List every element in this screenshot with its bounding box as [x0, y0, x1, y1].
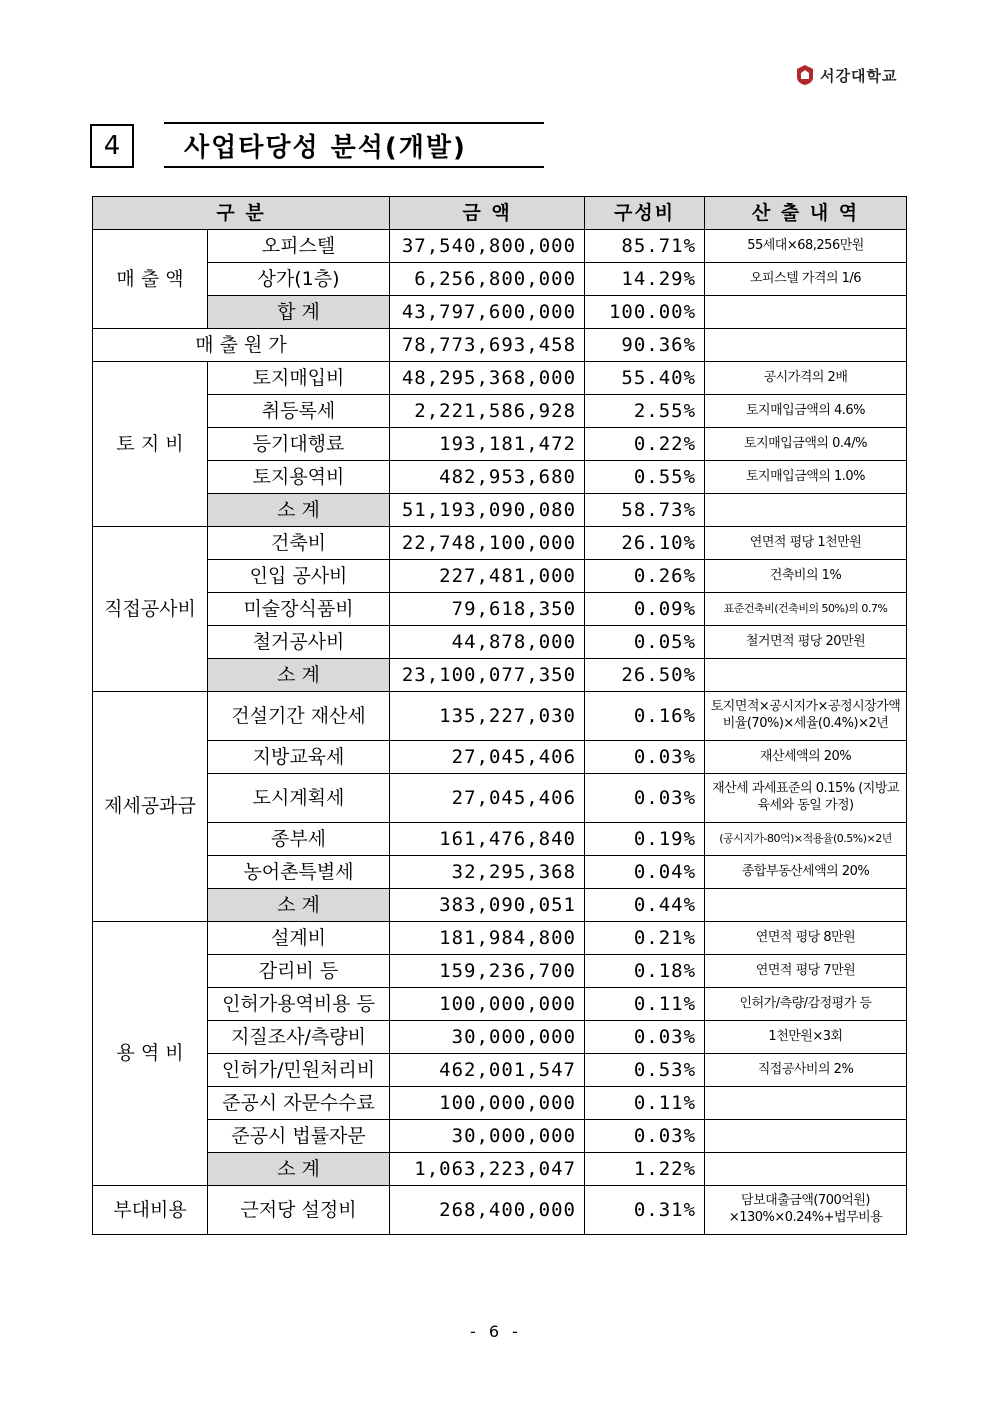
row-ratio: 0.53% — [585, 1054, 705, 1087]
table-row-subtotal — [93, 1153, 907, 1186]
table-row — [93, 461, 907, 494]
row-note: 인허가/측량/감정평가 등 — [705, 988, 907, 1021]
row-amount: 193,181,472 — [390, 428, 585, 461]
row-amount: 227,481,000 — [390, 560, 585, 593]
row-ratio: 0.03% — [585, 741, 705, 774]
header-calculation: 산 출 내 역 — [705, 197, 907, 230]
row-ratio: 0.18% — [585, 955, 705, 988]
table-row — [93, 692, 907, 741]
row-item: 종부세 — [208, 823, 390, 856]
row-amount: 22,748,100,000 — [390, 527, 585, 560]
row-amount: 482,953,680 — [390, 461, 585, 494]
table-row — [93, 774, 907, 823]
row-item: 토지매입비 — [208, 362, 390, 395]
row-amount: 161,476,840 — [390, 823, 585, 856]
row-ratio: 1.22% — [585, 1153, 705, 1186]
row-note: 토지매입금액의 0.4/% — [705, 428, 907, 461]
row-item: 인허가용역비용 등 — [208, 988, 390, 1021]
row-ratio: 0.19% — [585, 823, 705, 856]
row-note — [705, 494, 907, 527]
header-ratio: 구성비 — [585, 197, 705, 230]
row-ratio: 26.50% — [585, 659, 705, 692]
row-amount: 100,000,000 — [390, 1087, 585, 1120]
group-label-taxes: 제세공과금 — [93, 692, 208, 922]
row-ratio: 0.09% — [585, 593, 705, 626]
row-note — [705, 1087, 907, 1120]
row-note: 재산세 과세표준의 0.15% (지방교육세와 동일 가정) — [705, 774, 907, 823]
row-amount: 6,256,800,000 — [390, 263, 585, 296]
row-item: 합 계 — [208, 296, 390, 329]
row-ratio: 0.26% — [585, 560, 705, 593]
table-row — [93, 329, 907, 362]
row-amount: 48,295,368,000 — [390, 362, 585, 395]
table-row — [93, 741, 907, 774]
row-item: 준공시 자문수수료 — [208, 1087, 390, 1120]
row-ratio: 100.00% — [585, 296, 705, 329]
row-item: 인입 공사비 — [208, 560, 390, 593]
header-amount: 금 액 — [390, 197, 585, 230]
row-note: 연면적 평당 8만원 — [705, 922, 907, 955]
header-category: 구 분 — [93, 197, 390, 230]
group-label-services: 용 역 비 — [93, 922, 208, 1186]
row-note: 공시가격의 2배 — [705, 362, 907, 395]
row-amount: 43,797,600,000 — [390, 296, 585, 329]
table-row — [93, 230, 907, 263]
table-row — [93, 856, 907, 889]
table-row — [93, 560, 907, 593]
row-note: 건축비의 1% — [705, 560, 907, 593]
row-ratio: 0.44% — [585, 889, 705, 922]
row-note: 종합부동산세액의 20% — [705, 856, 907, 889]
row-note — [705, 329, 907, 362]
row-note: 토지면적×공시지가×공정시장가액비율(70%)×세율(0.4%)×2년 — [705, 692, 907, 741]
section-title: 사업타당성 분석(개발) — [164, 122, 544, 168]
row-note: 철거면적 평당 20만원 — [705, 626, 907, 659]
row-amount: 51,193,090,080 — [390, 494, 585, 527]
row-item: 농어촌특별세 — [208, 856, 390, 889]
row-amount: 79,618,350 — [390, 593, 585, 626]
row-item: 지질조사/측량비 — [208, 1021, 390, 1054]
row-amount: 27,045,406 — [390, 741, 585, 774]
row-amount: 383,090,051 — [390, 889, 585, 922]
table-row — [93, 955, 907, 988]
row-item: 건축비 — [208, 527, 390, 560]
row-note — [705, 659, 907, 692]
row-amount: 181,984,800 — [390, 922, 585, 955]
row-amount: 30,000,000 — [390, 1120, 585, 1153]
row-note: 담보대출금액(700억원) ×130%×0.24%+법무비용 — [705, 1186, 907, 1235]
table-row — [93, 1054, 907, 1087]
row-amount: 462,001,547 — [390, 1054, 585, 1087]
row-item: 미술장식품비 — [208, 593, 390, 626]
section-number: 4 — [90, 124, 134, 168]
row-amount: 78,773,693,458 — [390, 329, 585, 362]
row-ratio: 0.16% — [585, 692, 705, 741]
row-note: 토지매입금액의 4.6% — [705, 395, 907, 428]
row-item: 소 계 — [208, 659, 390, 692]
table-row-subtotal — [93, 889, 907, 922]
row-ratio: 58.73% — [585, 494, 705, 527]
row-ratio: 90.36% — [585, 329, 705, 362]
table-row — [93, 593, 907, 626]
row-item: 감리비 등 — [208, 955, 390, 988]
row-amount: 32,295,368 — [390, 856, 585, 889]
row-ratio: 0.22% — [585, 428, 705, 461]
row-note — [705, 889, 907, 922]
table-row — [93, 263, 907, 296]
row-note: 연면적 평당 1천만원 — [705, 527, 907, 560]
row-note: 재산세액의 20% — [705, 741, 907, 774]
row-amount: 268,400,000 — [390, 1186, 585, 1235]
table-row — [93, 626, 907, 659]
row-amount: 2,221,586,928 — [390, 395, 585, 428]
row-ratio: 26.10% — [585, 527, 705, 560]
page-number: - 6 - — [470, 1322, 522, 1341]
row-ratio: 14.29% — [585, 263, 705, 296]
table-row — [93, 428, 907, 461]
table-row — [93, 395, 907, 428]
group-label-cost-of-sales: 매 출 원 가 — [93, 329, 390, 362]
row-item: 도시계획세 — [208, 774, 390, 823]
row-item: 소 계 — [208, 494, 390, 527]
table-row — [93, 1021, 907, 1054]
row-amount: 135,227,030 — [390, 692, 585, 741]
row-item: 지방교육세 — [208, 741, 390, 774]
row-amount: 27,045,406 — [390, 774, 585, 823]
row-item: 근저당 설정비 — [208, 1186, 390, 1235]
row-item: 설계비 — [208, 922, 390, 955]
table-row — [93, 922, 907, 955]
table-row — [93, 823, 907, 856]
row-amount: 30,000,000 — [390, 1021, 585, 1054]
row-ratio: 0.11% — [585, 988, 705, 1021]
row-ratio: 55.40% — [585, 362, 705, 395]
row-note: (공시지가-80억)×적용율(0.5%)×2년 — [705, 823, 907, 856]
row-note: 1천만원×3회 — [705, 1021, 907, 1054]
row-note: 연면적 평당 7만원 — [705, 955, 907, 988]
row-note: 55세대×68,256만원 — [705, 230, 907, 263]
row-ratio: 0.21% — [585, 922, 705, 955]
row-item: 준공시 법률자문 — [208, 1120, 390, 1153]
row-ratio: 0.03% — [585, 1021, 705, 1054]
table-row-subtotal — [93, 659, 907, 692]
row-amount: 1,063,223,047 — [390, 1153, 585, 1186]
row-note: 표준건축비(건축비의 50%)의 0.7% — [705, 593, 907, 626]
table-row — [93, 988, 907, 1021]
row-item: 등기대행료 — [208, 428, 390, 461]
table-row — [93, 362, 907, 395]
row-ratio: 0.03% — [585, 1120, 705, 1153]
row-amount: 37,540,800,000 — [390, 230, 585, 263]
row-item: 소 계 — [208, 889, 390, 922]
row-ratio: 2.55% — [585, 395, 705, 428]
row-note: 직접공사비의 2% — [705, 1054, 907, 1087]
table-row-total — [93, 296, 907, 329]
table-row — [93, 1087, 907, 1120]
row-ratio: 0.04% — [585, 856, 705, 889]
row-item: 인허가/민원처리비 — [208, 1054, 390, 1087]
feasibility-table — [92, 196, 907, 1235]
row-note — [705, 296, 907, 329]
row-ratio: 0.03% — [585, 774, 705, 823]
row-note: 토지매입금액의 1.0% — [705, 461, 907, 494]
row-item: 상가(1층) — [208, 263, 390, 296]
table-header-row — [93, 197, 907, 230]
university-logo — [796, 60, 897, 90]
table-row-subtotal — [93, 494, 907, 527]
group-label-direct: 직접공사비 — [93, 527, 208, 692]
row-item: 소 계 — [208, 1153, 390, 1186]
row-item: 토지용역비 — [208, 461, 390, 494]
university-seal-icon — [796, 64, 814, 86]
row-item: 취등록세 — [208, 395, 390, 428]
row-note: 오피스텔 가격의 1/6 — [705, 263, 907, 296]
row-amount: 100,000,000 — [390, 988, 585, 1021]
row-amount: 44,878,000 — [390, 626, 585, 659]
logo-text: 서강대학교 — [820, 66, 898, 85]
row-ratio: 0.31% — [585, 1186, 705, 1235]
row-amount: 159,236,700 — [390, 955, 585, 988]
group-label-land: 토 지 비 — [93, 362, 208, 527]
row-ratio: 0.55% — [585, 461, 705, 494]
row-item: 철거공사비 — [208, 626, 390, 659]
row-note — [705, 1153, 907, 1186]
row-note — [705, 1120, 907, 1153]
row-item: 오피스텔 — [208, 230, 390, 263]
row-ratio: 85.71% — [585, 230, 705, 263]
table-row — [93, 1186, 907, 1235]
row-ratio: 0.11% — [585, 1087, 705, 1120]
row-item: 건설기간 재산세 — [208, 692, 390, 741]
table-row — [93, 527, 907, 560]
row-ratio: 0.05% — [585, 626, 705, 659]
group-label-sales: 매 출 액 — [93, 230, 208, 329]
row-amount: 23,100,077,350 — [390, 659, 585, 692]
group-label-incidental: 부대비용 — [93, 1186, 208, 1235]
table-row — [93, 1120, 907, 1153]
